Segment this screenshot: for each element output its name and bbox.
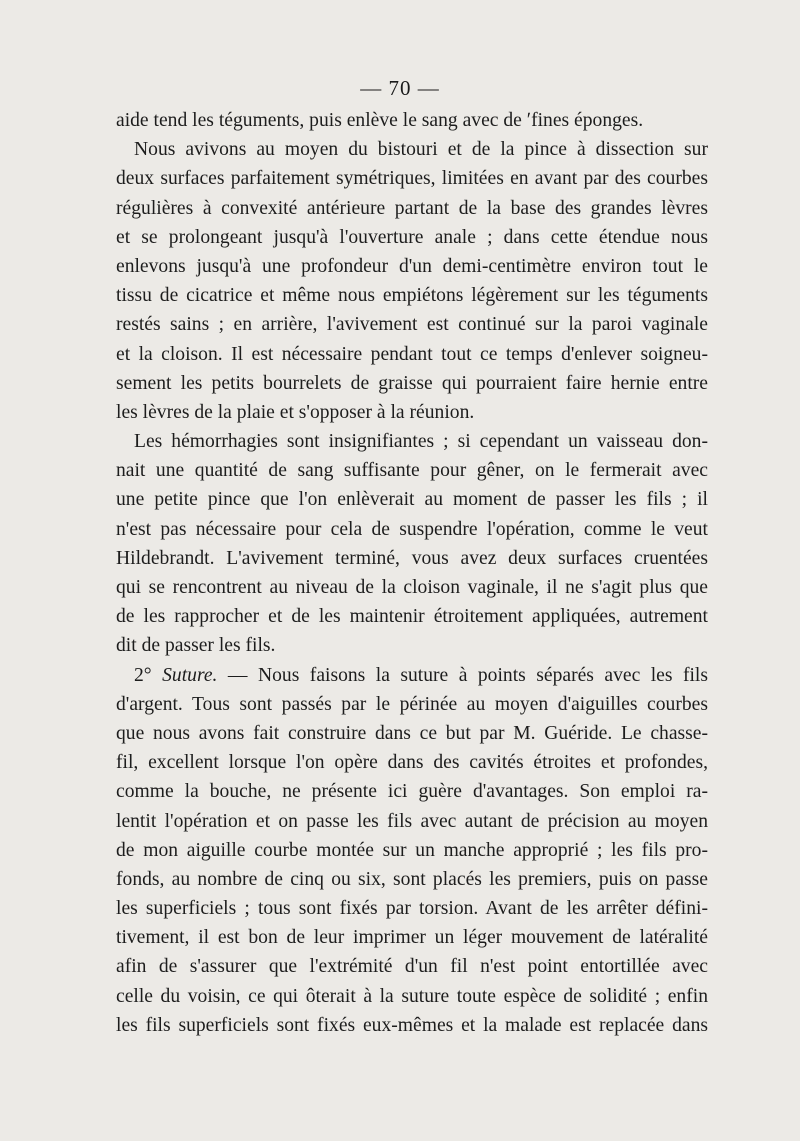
text-line: aide tend les téguments, puis enlève le sang avec de ʹfines éponges. [116,110,644,131]
section-heading: Suture. [162,664,218,686]
text-line: Nous avivons au moyen du bistouri et de la pince à dissection sur [134,139,708,161]
text-line: nait une quantité de sang suffisante pour gêner, on le fermerait avec [116,460,708,482]
text-line: les fils superficiels sont fixés eux-mêmes et la malade est replacée dans [116,1014,708,1036]
page-number: — 70 — [360,76,440,100]
text-line: fonds, au nombre de cinq ou six, sont placés les premiers, puis on passe [116,868,708,890]
text-line: comme la bouche, ne présente ici guère d'avantages. Son emploi ra- [116,781,708,803]
text-line: Les hémorrhagies sont insignifiantes ; si cependant un vaisseau don- [134,431,708,453]
text-line: que nous avons fait construire dans ce but par M. Guéride. Le chasse- [116,722,708,744]
text-line: Hildebrandt. L'avivement terminé, vous avez deux surfaces cruentées [116,547,708,569]
paragraph [116,661,708,1040]
text-line: et la cloison. Il est nécessaire pendant tout ce temps d'enlever soigneu- [116,343,708,365]
text-line: celle du voisin, ce qui ôterait à la suture toute espèce de solidité ; enfin [116,985,708,1007]
text-line: tissu de cicatrice et même nous empiétons légèrement sur les téguments [116,285,708,307]
text-line: sement les petits bourrelets de graisse qui pourraient faire hernie entre [116,372,708,394]
text-line-rest: — Nous faisons la suture à points séparés avec les fils [217,664,708,686]
paragraph [116,427,708,661]
text-line: n'est pas nécessaire pour cela de suspendre l'opération, comme le veut [116,518,708,540]
text-line: restés sains ; en arrière, l'avivement est continué sur la paroi vaginale [116,314,708,336]
text-line: deux surfaces parfaitement symétriques, limitées en avant par des courbes [116,168,708,190]
text-line: les superficiels ; tous sont fixés par torsion. Avant de les arrêter défini- [116,898,708,920]
text-line: enlevons jusqu'à une profondeur d'un demi-centimètre environ tout le [116,255,708,277]
body-text [116,106,708,1040]
paragraph [116,135,708,427]
text-line: les lèvres de la plaie et s'opposer à la réunion. [116,401,475,423]
text-line: régulières à convexité antérieure partant de la base des grandes lèvres [116,197,708,219]
text-line: qui se rencontrent au niveau de la cloison vaginale, il ne s'agit plus que [116,577,708,598]
text-line: dit de passer les fils. [116,635,276,657]
section-number: 2° [134,664,163,686]
text-line: lentit l'opération et on passe les fils avec autant de précision au moyen [116,810,708,832]
text-line: une petite pince que l'on enlèverait au moment de passer les fils ; il [116,489,708,511]
text-line: afin de s'assurer que l'extrémité d'un fil n'est point entortillée avec [116,956,708,978]
text-line: et se prolongeant jusqu'à l'ouverture anale ; dans cette étendue nous [116,226,708,248]
text-line: de les rapprocher et de les maintenir étroitement appliquées, autrement [116,606,708,628]
text-line: d'argent. Tous sont passés par le périnée au moyen d'aiguilles courbes [116,693,708,715]
paragraph [116,106,708,135]
text-line: fil, excellent lorsque l'on opère dans des cavités étroites et profondes, [116,752,708,774]
text-line: de mon aiguille courbe montée sur un manche approprié ; les fils pro- [116,839,708,861]
text-line [116,661,708,690]
text-line: tivement, il est bon de leur imprimer un léger mouvement de latéralité [116,927,708,949]
